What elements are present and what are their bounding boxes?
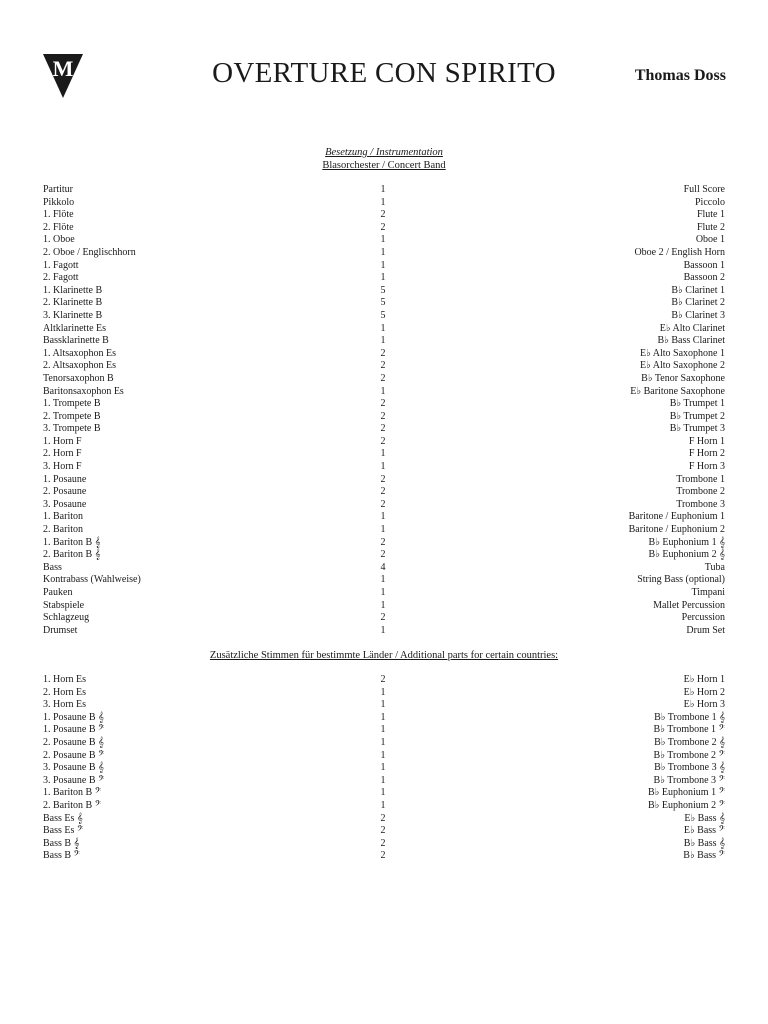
additional-parts-heading-text: Zusätzliche Stimmen für bestimmte Länder / Additional parts for certain countries: (209, 650, 559, 661)
part-name-english: B♭ Trombone 1 𝄢 (653, 724, 725, 736)
part-count: 2 (380, 473, 386, 485)
part-count: 2 (380, 850, 386, 862)
part-count: 1 (380, 322, 386, 334)
part-count: 2 (380, 536, 386, 548)
part-name-german: 2. Klarinette B (43, 297, 103, 309)
part-name-english: Drum Set (686, 624, 725, 636)
part-name-german: 1. Horn Es (43, 674, 87, 685)
part-name-english: Timpani (691, 587, 725, 598)
instrumentation-heading-line1: Besetzung / Instrumentation (325, 147, 443, 158)
part-count: 2 (380, 209, 386, 221)
part-name-german: Baritonsaxophon Es (43, 385, 124, 397)
part-name-german: 1. Horn F (43, 435, 82, 447)
part-row (43, 511, 725, 524)
instrumentation-table (43, 184, 725, 637)
part-name-german: 1. Posaune B 𝄢 (43, 724, 105, 736)
part-row (43, 850, 725, 863)
part-name-english: E♭ Horn 3 (683, 699, 725, 711)
part-row (43, 373, 725, 386)
part-row (43, 272, 725, 285)
part-row (43, 712, 725, 725)
part-name-english: B♭ Trombone 1 𝄞 (654, 711, 725, 723)
part-name-english: Oboe 1 (695, 234, 725, 246)
part-count: 2 (380, 549, 386, 561)
part-name-german: Bass B 𝄢 (43, 850, 80, 862)
part-count: 1 (380, 272, 386, 284)
part-name-german: 2. Trompete B (43, 410, 101, 422)
part-name-german: Bass (43, 561, 62, 573)
part-name-english: Percussion (681, 612, 725, 624)
part-row (43, 222, 725, 235)
part-count: 2 (380, 812, 386, 824)
additional-parts-heading (0, 650, 768, 663)
part-count: 2 (380, 498, 386, 510)
part-count: 2 (380, 435, 386, 447)
part-count: 1 (380, 196, 386, 208)
part-row (43, 687, 725, 700)
part-name-german: Pikkolo (43, 196, 75, 208)
part-count: 2 (380, 372, 386, 384)
additional-parts-table (43, 674, 725, 863)
part-row (43, 348, 725, 361)
part-name-english: Bassoon 2 (683, 272, 725, 284)
part-row (43, 800, 725, 813)
part-row (43, 234, 725, 247)
part-name-english: Mallet Percussion (653, 599, 725, 611)
part-name-german: 3. Horn F (43, 461, 82, 473)
part-row (43, 411, 725, 424)
part-name-german: 2. Bariton B 𝄢 (43, 799, 102, 811)
part-count: 1 (380, 385, 386, 397)
part-count: 1 (380, 587, 386, 598)
part-count: 2 (380, 398, 386, 410)
part-row (43, 360, 725, 373)
part-name-german: Bass Es 𝄞 (43, 812, 83, 824)
part-name-german: 2. Fagott (43, 272, 79, 284)
part-count: 5 (380, 284, 386, 296)
part-row (43, 436, 725, 449)
part-name-english: F Horn 3 (688, 461, 725, 473)
part-row (43, 699, 725, 712)
part-row (43, 398, 725, 411)
part-row (43, 524, 725, 537)
part-count: 1 (380, 686, 386, 698)
part-name-english: B♭ Trumpet 3 (669, 423, 725, 435)
part-name-english: Piccolo (695, 196, 725, 208)
part-name-english: Bassoon 1 (683, 259, 725, 271)
part-row (43, 762, 725, 775)
part-name-german: 3. Posaune (43, 498, 87, 510)
part-count: 5 (380, 309, 386, 321)
part-name-german: 1. Bariton B 𝄢 (43, 787, 102, 799)
part-name-german: 2. Posaune (43, 486, 87, 498)
part-name-english: B♭ Tenor Saxophone (641, 372, 725, 384)
part-name-german: 1. Trompete B (43, 398, 101, 410)
part-name-english: Trombone 1 (676, 473, 725, 485)
part-name-english: Trombone 3 (676, 498, 725, 510)
part-row (43, 310, 725, 323)
part-name-english: Tuba (704, 561, 725, 573)
part-name-german: Drumset (43, 624, 78, 636)
part-row (43, 461, 725, 474)
part-count: 2 (380, 347, 386, 359)
part-row (43, 625, 725, 638)
part-count: 1 (380, 724, 386, 736)
part-name-german: 3. Posaune B 𝄞 (43, 762, 104, 774)
part-row (43, 297, 725, 310)
part-name-english: B♭ Euphonium 2 𝄢 (648, 799, 725, 811)
part-name-english: F Horn 2 (688, 448, 725, 460)
part-count: 1 (380, 624, 386, 636)
part-row (43, 549, 725, 562)
part-name-english: E♭ Alto Saxophone 2 (640, 360, 725, 372)
part-count: 1 (380, 799, 386, 811)
part-row (43, 323, 725, 336)
logo-letter: M (52, 56, 74, 81)
part-count: 1 (380, 787, 386, 799)
instrumentation-heading-line2: Blasorchester / Concert Band (322, 160, 446, 171)
part-row (43, 612, 725, 625)
part-name-english: B♭ Clarinet 2 (671, 297, 725, 309)
part-count: 2 (380, 410, 386, 422)
part-count: 2 (380, 423, 386, 435)
part-name-german: Partitur (43, 184, 73, 195)
part-name-german: 3. Posaune B 𝄢 (43, 774, 105, 786)
part-row (43, 386, 725, 399)
part-name-german: 2. Posaune B 𝄞 (43, 736, 104, 748)
part-name-english: Oboe 2 / English Horn (634, 246, 725, 258)
part-row (43, 674, 725, 687)
part-row (43, 486, 725, 499)
part-count: 1 (380, 461, 386, 473)
part-name-german: 3. Horn Es (43, 699, 87, 711)
part-name-german: 2. Oboe / Englischhorn (43, 246, 136, 258)
part-name-german: Kontrabass (Wahlweise) (43, 574, 141, 586)
part-name-german: Tenorsaxophon B (43, 372, 114, 384)
part-name-german: Altklarinette Es (43, 322, 107, 334)
part-name-german: Schlagzeug (43, 612, 90, 624)
part-name-german: 1. Flöte (43, 209, 74, 221)
part-name-english: B♭ Euphonium 1 𝄞 (648, 536, 725, 548)
part-row (43, 737, 725, 750)
composer-name: Thomas Doss (634, 67, 726, 84)
part-name-english: B♭ Euphonium 1 𝄢 (648, 787, 725, 799)
part-name-english: E♭ Alto Saxophone 1 (640, 347, 725, 359)
part-row (43, 474, 725, 487)
part-name-english: F Horn 1 (688, 435, 725, 447)
part-row (43, 574, 725, 587)
part-count: 1 (380, 335, 386, 347)
part-count: 1 (380, 749, 386, 761)
part-count: 5 (380, 297, 386, 309)
part-count: 1 (380, 511, 386, 523)
part-name-german: 2. Altsaxophon Es (43, 360, 117, 372)
part-name-english: B♭ Euphonium 2 𝄞 (648, 549, 725, 561)
part-name-german: 2. Horn Es (43, 686, 87, 698)
part-name-english: B♭ Trombone 3 𝄞 (654, 762, 725, 774)
part-name-german: 2. Flöte (43, 221, 74, 233)
part-count: 2 (380, 612, 386, 624)
part-name-english: B♭ Trombone 2 𝄞 (654, 736, 725, 748)
part-name-german: 1. Bariton (43, 511, 83, 523)
part-name-german: 3. Trompete B (43, 423, 101, 435)
part-row (43, 197, 725, 210)
part-row (43, 423, 725, 436)
part-count: 1 (380, 448, 386, 460)
part-name-english: E♭ Alto Clarinet (659, 322, 725, 334)
band-heading (0, 160, 768, 173)
part-name-german: 1. Bariton B 𝄞 (43, 536, 101, 548)
part-name-english: B♭ Bass Clarinet (657, 335, 725, 347)
part-row (43, 499, 725, 512)
part-row (43, 335, 725, 348)
part-name-english: Full Score (683, 184, 725, 195)
instrumentation-heading (0, 147, 768, 160)
part-name-german: 1. Oboe (43, 234, 75, 246)
part-count: 1 (380, 259, 386, 271)
part-count: 1 (380, 599, 386, 611)
part-row (43, 838, 725, 851)
part-name-english: B♭ Bass 𝄢 (683, 850, 725, 862)
part-row (43, 825, 725, 838)
part-count: 2 (380, 486, 386, 498)
part-name-german: 1. Posaune (43, 473, 87, 485)
part-row (43, 587, 725, 600)
part-name-english: B♭ Trumpet 1 (669, 398, 725, 410)
part-count: 2 (380, 221, 386, 233)
part-name-english: Flute 1 (696, 209, 725, 221)
part-name-english: E♭ Horn 1 (683, 674, 725, 685)
part-name-english: B♭ Trombone 2 𝄢 (653, 749, 725, 761)
part-row (43, 247, 725, 260)
part-name-english: B♭ Clarinet 1 (671, 284, 725, 296)
part-row (43, 209, 725, 222)
part-name-english: B♭ Bass 𝄞 (683, 837, 725, 849)
part-name-german: Bass Es 𝄢 (43, 825, 84, 837)
part-row (43, 184, 725, 197)
part-name-german: 1. Fagott (43, 259, 79, 271)
part-count: 1 (380, 246, 386, 258)
part-count: 2 (380, 837, 386, 849)
part-count: 2 (380, 360, 386, 372)
part-count: 1 (380, 762, 386, 774)
part-name-german: 1. Altsaxophon Es (43, 347, 117, 359)
part-name-german: Stabspiele (43, 599, 85, 611)
part-name-english: B♭ Trumpet 2 (669, 410, 725, 422)
part-name-german: 3. Klarinette B (43, 309, 103, 321)
part-name-english: Trombone 2 (676, 486, 725, 498)
part-name-english: Baritone / Euphonium 2 (628, 524, 725, 536)
part-row (43, 600, 725, 613)
part-name-german: 2. Bariton B 𝄞 (43, 549, 101, 561)
part-count: 4 (380, 561, 386, 573)
part-count: 1 (380, 736, 386, 748)
part-name-english: E♭ Bass 𝄢 (683, 825, 725, 837)
part-count: 1 (380, 699, 386, 711)
part-row (43, 724, 725, 737)
part-row (43, 260, 725, 273)
part-row (43, 448, 725, 461)
part-name-english: E♭ Bass 𝄞 (684, 812, 725, 824)
part-count: 2 (380, 825, 386, 837)
part-name-english: B♭ Trombone 3 𝄢 (653, 774, 725, 786)
part-row (43, 537, 725, 550)
part-count: 1 (380, 574, 386, 586)
part-name-german: 1. Klarinette B (43, 284, 103, 296)
part-name-english: Flute 2 (696, 221, 725, 233)
part-row (43, 775, 725, 788)
part-name-english: Baritone / Euphonium 1 (628, 511, 725, 523)
part-row (43, 562, 725, 575)
part-name-german: 2. Horn F (43, 448, 82, 460)
part-count: 1 (380, 711, 386, 723)
part-row (43, 787, 725, 800)
part-count: 1 (380, 774, 386, 786)
part-name-german: 2. Bariton (43, 524, 83, 536)
page-title: OVERTURE CON SPIRITO (212, 57, 556, 89)
part-count: 1 (380, 524, 386, 536)
part-count: 2 (380, 674, 386, 685)
part-name-german: Bassklarinette B (43, 335, 109, 347)
part-count: 1 (380, 234, 386, 246)
part-name-german: Pauken (43, 587, 73, 598)
part-row (43, 285, 725, 298)
part-row (43, 813, 725, 826)
part-name-german: Bass B 𝄞 (43, 837, 80, 849)
part-name-english: E♭ Baritone Saxophone (630, 385, 725, 397)
part-row (43, 750, 725, 763)
part-count: 1 (380, 184, 386, 195)
part-name-german: 1. Posaune B 𝄞 (43, 711, 104, 723)
part-name-english: B♭ Clarinet 3 (671, 309, 725, 321)
part-name-english: String Bass (optional) (637, 574, 725, 586)
part-name-german: 2. Posaune B 𝄢 (43, 749, 105, 761)
part-name-english: E♭ Horn 2 (683, 686, 725, 698)
